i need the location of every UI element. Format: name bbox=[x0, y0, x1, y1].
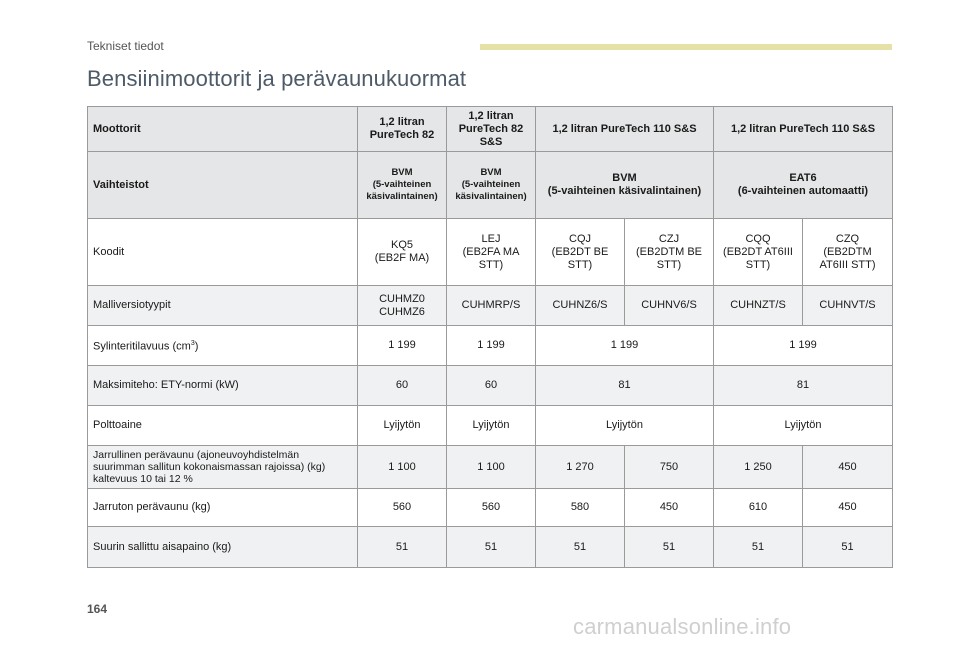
cell-line: Jarrullinen perävaunu (ajoneuvoyhdistelmän bbox=[93, 449, 300, 461]
braked-trailer-col-2: 1 100 bbox=[447, 446, 536, 489]
unbraked-trailer-col-2: 560 bbox=[447, 489, 536, 527]
cell-line: käsivalintainen) bbox=[455, 191, 527, 202]
page-title: Bensiinimoottorit ja perävaunukuormat bbox=[87, 66, 467, 91]
page-number: 164 bbox=[87, 602, 108, 616]
cell-line: (5-vaihteinen bbox=[461, 179, 521, 190]
fuel-col-4: Lyijytön bbox=[714, 406, 893, 446]
cell-line: CQJ bbox=[569, 232, 591, 245]
code-col-4a bbox=[714, 219, 803, 286]
cell-line: 1,2 litran bbox=[379, 116, 425, 128]
code-col-2 bbox=[447, 219, 536, 286]
max-power-col-2: 60 bbox=[447, 366, 536, 406]
engine-col-3: 1,2 litran PureTech 110 S&S bbox=[536, 107, 714, 152]
model-type-col-4b: CUHNVT/S bbox=[803, 286, 893, 326]
gearbox-col-3 bbox=[536, 152, 714, 219]
max-power-col-1: 60 bbox=[358, 366, 447, 406]
row-fuel bbox=[88, 406, 893, 446]
braked-trailer-col-3b: 750 bbox=[625, 446, 714, 489]
engine-col-4: 1,2 litran PureTech 110 S&S bbox=[714, 107, 893, 152]
cell-line: (EB2F MA) bbox=[374, 252, 430, 264]
cell-line: (5-vaihteinen käsivalintainen) bbox=[547, 185, 702, 197]
code-col-4b bbox=[803, 219, 893, 286]
engine-col-2 bbox=[447, 107, 536, 152]
cell-line: BVM bbox=[480, 167, 502, 178]
displacement-col-2: 1 199 bbox=[447, 326, 536, 366]
cell-line: S&S bbox=[479, 135, 503, 148]
braked-trailer-col-4a: 1 250 bbox=[714, 446, 803, 489]
cell-line: AT6III STT) bbox=[819, 258, 876, 271]
watermark: carmanualsonline.info bbox=[573, 614, 792, 639]
row-engines bbox=[88, 107, 893, 152]
roof-load-col-3b: 51 bbox=[625, 527, 714, 568]
row-displacement bbox=[88, 326, 893, 366]
model-type-col-1 bbox=[358, 286, 447, 326]
engines-label: Moottorit bbox=[88, 107, 358, 152]
cell-line: CUHMZ0 bbox=[379, 292, 425, 305]
unbraked-trailer-label: Jarruton perävaunu (kg) bbox=[88, 489, 358, 527]
fuel-label: Polttoaine bbox=[88, 406, 358, 446]
fuel-col-2: Lyijytön bbox=[447, 406, 536, 446]
fuel-col-1: Lyijytön bbox=[358, 406, 447, 446]
header-accent-bar bbox=[480, 44, 892, 50]
cell-line: STT) bbox=[745, 258, 771, 271]
roof-load-col-4a: 51 bbox=[714, 527, 803, 568]
model-type-col-3b: CUHNV6/S bbox=[625, 286, 714, 326]
cell-line: LEJ bbox=[481, 232, 501, 245]
unbraked-trailer-col-1: 560 bbox=[358, 489, 447, 527]
cell-line: CZJ bbox=[658, 232, 680, 245]
cell-line: BVM bbox=[612, 172, 637, 184]
model-type-col-3a: CUHNZ6/S bbox=[536, 286, 625, 326]
roof-load-label: Suurin sallittu aisapaino (kg) bbox=[88, 527, 358, 568]
model-types-label: Malliversiotyypit bbox=[88, 286, 358, 326]
unbraked-trailer-col-4a: 610 bbox=[714, 489, 803, 527]
row-gearboxes bbox=[88, 152, 893, 219]
row-unbraked-trailer bbox=[88, 489, 893, 527]
engine-spec-table bbox=[87, 106, 893, 568]
model-type-col-4a: CUHNZT/S bbox=[714, 286, 803, 326]
max-power-label: Maksimiteho: ETY-normi (kW) bbox=[88, 366, 358, 406]
displacement-label: Sylinteritilavuus $(cm^3)$ bbox=[88, 326, 358, 366]
roof-load-col-4b: 51 bbox=[803, 527, 893, 568]
row-max-power bbox=[88, 366, 893, 406]
gearbox-col-2 bbox=[447, 152, 536, 219]
model-type-col-2: CUHMRP/S bbox=[447, 286, 536, 326]
cell-line: 1,2 litran bbox=[468, 109, 514, 122]
cell-line: käsivalintainen) bbox=[366, 191, 438, 202]
cell-line: kaltevuus 10 tai 12 % bbox=[93, 473, 193, 485]
cell-line: CZQ bbox=[835, 232, 860, 245]
code-col-3a bbox=[536, 219, 625, 286]
braked-trailer-col-4b: 450 bbox=[803, 446, 893, 489]
cell-line: STT) bbox=[656, 258, 682, 271]
gearboxes-label: Vaihteistot bbox=[88, 152, 358, 219]
braked-trailer-label bbox=[88, 446, 358, 489]
cell-line: (5-vaihteinen bbox=[372, 179, 432, 190]
fuel-col-3: Lyijytön bbox=[536, 406, 714, 446]
max-power-col-4: 81 bbox=[714, 366, 893, 406]
gearbox-col-4 bbox=[714, 152, 893, 219]
cell-line: STT) bbox=[478, 258, 504, 271]
braked-trailer-col-3a: 1 270 bbox=[536, 446, 625, 489]
roof-load-col-1: 51 bbox=[358, 527, 447, 568]
engine-col-1 bbox=[358, 107, 447, 152]
gearbox-col-1 bbox=[358, 152, 447, 219]
cell-line: BVM bbox=[391, 167, 413, 178]
cell-line: (EB2DTM bbox=[823, 245, 872, 258]
section-label: Tekniset tiedot bbox=[87, 39, 164, 53]
cell-line: (6-vaihteinen automaatti) bbox=[737, 185, 869, 197]
cell-line: suurimman sallitun kokonaismassan rajoissa) (kg) bbox=[93, 461, 326, 473]
row-model-types bbox=[88, 286, 893, 326]
cell-line: (EB2DT BE bbox=[551, 245, 609, 258]
cell-line: CUHMZ6 bbox=[379, 305, 425, 318]
codes-label: Koodit bbox=[88, 219, 358, 286]
row-braked-trailer bbox=[88, 446, 893, 489]
cell-line: KQ5 bbox=[390, 239, 413, 251]
cell-line: PureTech 82 bbox=[458, 122, 524, 135]
unbraked-trailer-col-4b: 450 bbox=[803, 489, 893, 527]
unbraked-trailer-col-3b: 450 bbox=[625, 489, 714, 527]
row-roof-load bbox=[88, 527, 893, 568]
braked-trailer-col-1: 1 100 bbox=[358, 446, 447, 489]
cell-line: CQQ bbox=[745, 232, 771, 245]
cell-line: EAT6 bbox=[789, 172, 817, 184]
cell-line: (EB2DTM BE bbox=[635, 245, 702, 258]
max-power-col-3: 81 bbox=[536, 366, 714, 406]
cell-line: PureTech 82 bbox=[369, 129, 435, 141]
cell-line: (EB2DT AT6III bbox=[723, 245, 793, 258]
row-codes bbox=[88, 219, 893, 286]
code-col-3b bbox=[625, 219, 714, 286]
roof-load-col-2: 51 bbox=[447, 527, 536, 568]
cell-line: STT) bbox=[567, 258, 593, 271]
code-col-1 bbox=[358, 219, 447, 286]
cell-line: (EB2FA MA bbox=[462, 245, 520, 258]
displacement-col-3: 1 199 bbox=[536, 326, 714, 366]
unbraked-trailer-col-3a: 580 bbox=[536, 489, 625, 527]
displacement-col-4: 1 199 bbox=[714, 326, 893, 366]
roof-load-col-3a: 51 bbox=[536, 527, 625, 568]
displacement-col-1: 1 199 bbox=[358, 326, 447, 366]
